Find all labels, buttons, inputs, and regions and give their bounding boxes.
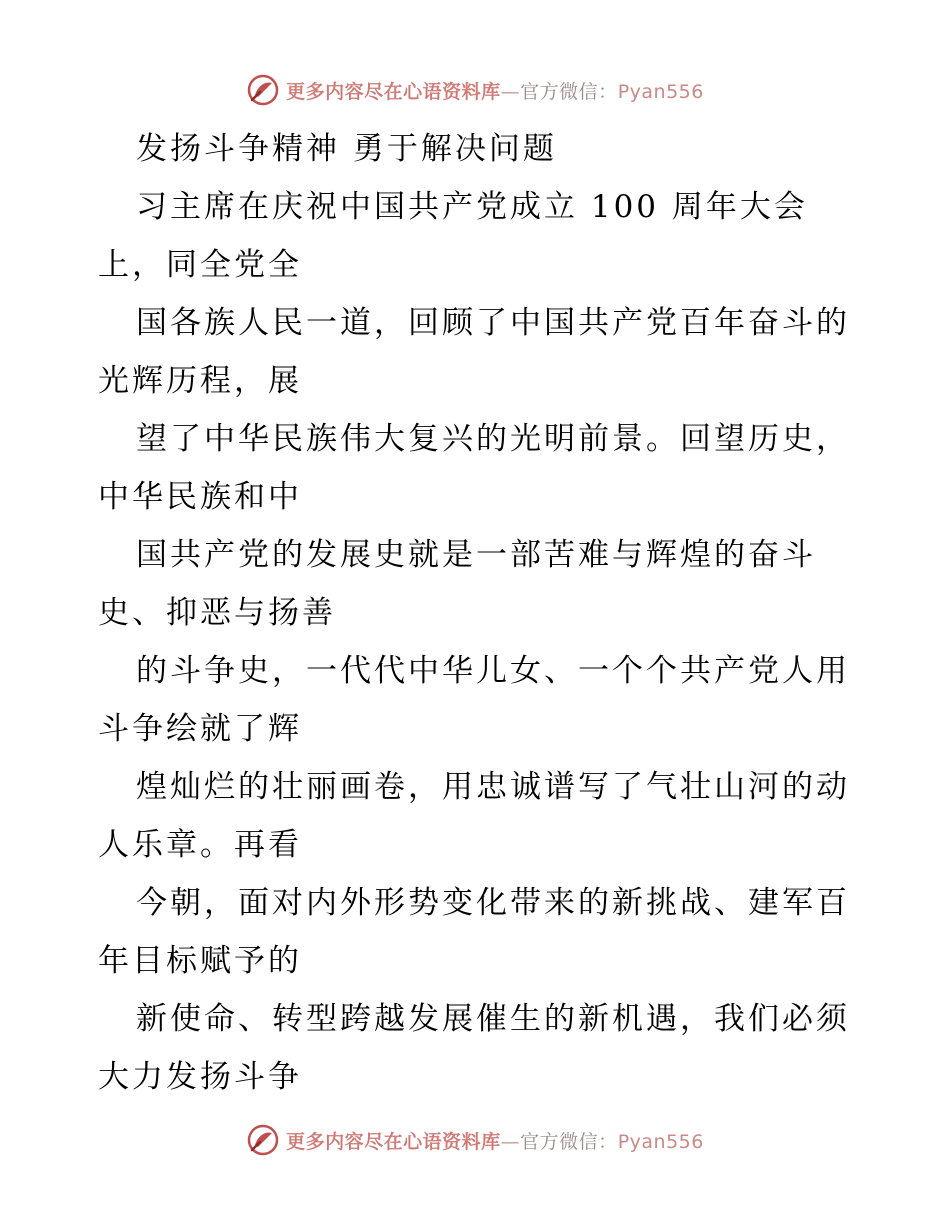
logo-icon [246, 73, 280, 107]
banner-main-text: 更多内容尽在心语资料库 [286, 80, 501, 103]
text-line: 望了中华民族伟大复兴的光明前景。回望历史， [136, 421, 850, 457]
document-body [98, 120, 858, 1106]
text-line: 今朝，面对内外形势变化带来的新挑战、建军百 [136, 885, 850, 921]
text-line: 的斗争史，一代代中华儿女、一个个共产党人用 [136, 653, 850, 689]
banner-dash: — [500, 1130, 521, 1153]
text-line: 斗争绘就了辉 [98, 711, 302, 747]
text-line: 习主席在庆祝中国共产党成立 100 周年大会 [136, 189, 808, 225]
text-line: 中华民族和中 [98, 479, 302, 515]
text-line: 光辉历程，展 [98, 363, 302, 399]
logo-icon [246, 1123, 280, 1157]
text-line: 年目标赋予的 [98, 943, 302, 979]
text-line: 新使命、转型跨越发展催生的新机遇，我们必须 [136, 1001, 850, 1037]
banner-main-text: 更多内容尽在心语资料库 [286, 1130, 501, 1153]
footer-banner [0, 1120, 950, 1160]
header-banner [0, 70, 950, 110]
text-line: 人乐章。再看 [98, 827, 302, 863]
banner-text [286, 1127, 704, 1154]
text-line: 煌灿烂的壮丽画卷，用忠诚谱写了气壮山河的动 [136, 769, 850, 805]
banner-dash: — [500, 80, 521, 103]
banner-official-label: 官方微信： [520, 1130, 618, 1153]
banner-wechat-id: Pyan556 [617, 80, 704, 103]
text-line: 国各族人民一道，回顾了中国共产党百年奋斗的 [136, 305, 850, 341]
text-line: 大力发扬斗争 [98, 1059, 302, 1095]
text-line: 上，同全党全 [98, 247, 302, 283]
text-line: 发扬斗争精神 勇于解决问题 [136, 131, 557, 167]
banner-official-label: 官方微信： [520, 80, 618, 103]
text-line: 史、抑恶与扬善 [98, 595, 336, 631]
banner-text [286, 77, 704, 104]
banner-wechat-id: Pyan556 [617, 1130, 704, 1153]
text-line: 国共产党的发展史就是一部苦难与辉煌的奋斗 [136, 537, 816, 573]
